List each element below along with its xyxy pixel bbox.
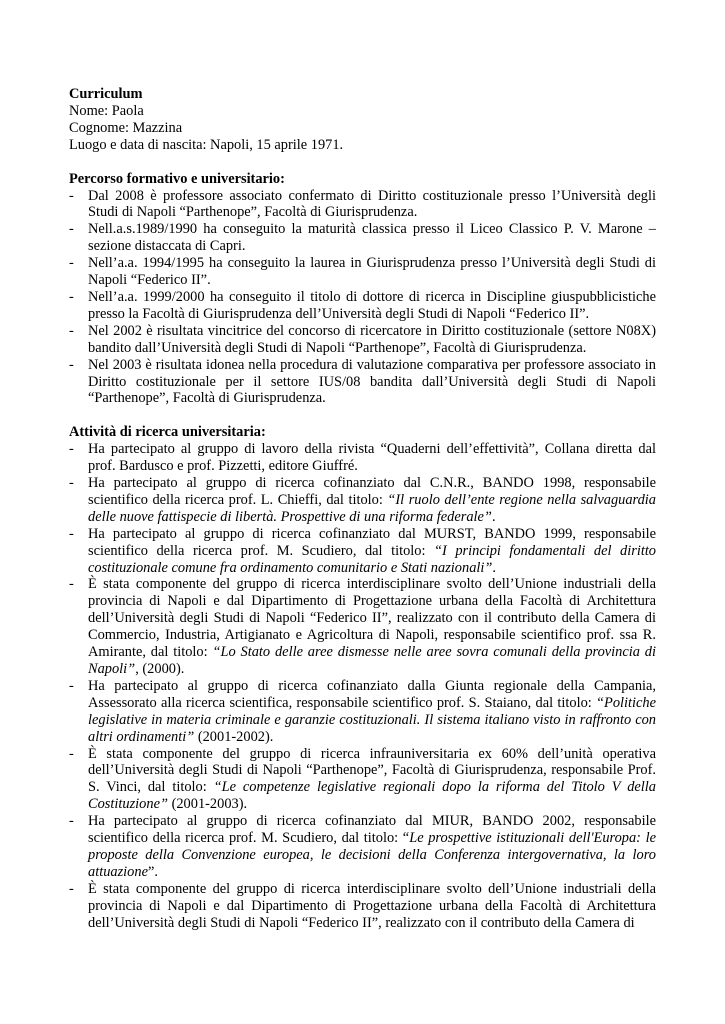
list-item-text: Nel 2003 è risultata idonea nella procedura di valutazione comparativa per professore associato in Diritto costituzionale per il settore IUS/08 bandita dall’Università degli Studi di Napoli “Parthenope”, Facoltà di Giurisprudenza. <box>88 356 656 407</box>
research-heading: Attività di ricerca universitaria: <box>69 424 266 441</box>
list-item-text: Nell’a.a. 1994/1995 ha conseguito la laurea in Giurisprudenza presso l’Università degli Studi di Napoli “Federico II”. <box>88 255 656 289</box>
bullet-dash: - <box>69 475 74 492</box>
item-text: Ha partecipato al gruppo di ricerca cofinanziato dal MURST, BANDO 1999, responsabile scientifico della ricerca prof. M. Scudiero, dal titolo: <box>88 525 656 559</box>
document-title: Curriculum <box>69 86 143 102</box>
item-suffix: , (2000). <box>135 661 185 677</box>
bullet-dash: - <box>69 880 74 897</box>
item-text: È stata componente del gruppo di ricerca interdisciplinare svolto dell’Unione industriali della provincia di Napoli e dal Dipartimento di Progettazione urbana della Facoltà di Architettura dell’Università degli Studi di Napoli “Federico II”, realizzato con il contributo della Camera di Commercio, Industria, Artigianato e Agricoltura di Napoli, responsabile scientifico prof. ssa R. Amirante, dal titolo: <box>88 576 656 661</box>
list-item-text: Nell’a.a. 1999/2000 ha conseguito il titolo di dottore di ricerca in Discipline giuspubblicistiche presso la Facoltà di Giurisprudenza dell’Università degli Studi di Napoli “Federico II”. <box>88 288 656 322</box>
list-item-text <box>88 746 656 814</box>
list-item <box>69 678 656 746</box>
bullet-dash: - <box>69 813 74 830</box>
bullet-dash: - <box>69 441 74 458</box>
item-title: “Politiche legislative in materia criminale e garanzie costituzionali. Il sistema italiano visto in raffronto con altri ordinamenti” <box>88 694 656 745</box>
item-title: Le prospettive istituzionali dell'Europa: le proposte della Convenzione europea, le decisioni della Conferenza intergovernativa, la loro attuazione <box>88 830 656 880</box>
item-title: “I principi fondamentali del diritto costituzionale comune fra ordinamento comunitario e Stati nazionali” <box>88 542 657 576</box>
list-item-text <box>88 678 656 746</box>
surname-field: Cognome: Mazzina <box>69 119 183 136</box>
list-item-text <box>88 526 656 577</box>
item-title: “Le competenze legislative regionali dopo la riforma del Titolo V della Costituzione” <box>88 779 656 813</box>
item-suffix: (2001-2002). <box>194 728 274 745</box>
item-text: Ha partecipato al gruppo di ricerca cofinanziato dal C.N.R., BANDO 1998, responsabile scientifico della ricerca prof. L. Chieffi, dal titolo: <box>88 475 656 508</box>
education-list <box>69 188 656 408</box>
list-item-text <box>88 441 656 475</box>
list-item <box>69 441 656 475</box>
document-page <box>69 86 656 932</box>
bullet-dash: - <box>69 525 74 542</box>
list-item <box>69 188 656 222</box>
item-title: “Il ruolo dell’ente regione nella salvaguardia delle nuove fattispecie di libertà. Prospettive di una riforma federale” <box>88 491 657 525</box>
list-item <box>69 576 656 677</box>
bullet-dash: - <box>69 288 74 305</box>
section-spacer <box>69 154 656 171</box>
list-item-text: Nel 2002 è risultata vincitrice del concorso di ricercatore in Diritto costituzionale (settore N08X) bandito dall’Università degli Studi di Napoli “Parthenope”, Facoltà di Giurisprudenza. <box>88 322 656 356</box>
list-item-text <box>88 576 656 677</box>
item-text: Ha partecipato al gruppo di ricerca cofinanziato dalla Giunta regionale della Campania, Assessorato alla ricerca scientifica, responsabile scientifico prof. S. Staiano, dal titolo: <box>88 677 656 711</box>
list-item <box>69 526 656 577</box>
bullet-dash: - <box>69 322 74 339</box>
list-item <box>69 255 656 289</box>
list-item-text: Dal 2008 è professore associato confermato di Diritto costituzionale presso l’Università degli Studi di Napoli “Parthenope”, Facoltà di Giurisprudenza. <box>88 187 656 221</box>
item-text: È stata componente del gruppo di ricerca infrauniversitaria ex 60% dell’unità operativa dell’Università degli Studi di Napoli “Parthenope”, Facoltà di Giurisprudenza, responsabile Prof. S. Vinci, dal titolo: <box>88 745 656 796</box>
list-item <box>69 221 656 255</box>
bullet-dash: - <box>69 576 74 593</box>
item-text: Ha partecipato al gruppo di lavoro della rivista “Quaderni dell’effettività”, Collana diretta dal prof. Bardusco e prof. Pizzetti, editore Giuffré. <box>88 441 656 475</box>
item-title: “Lo Stato delle aree dismesse nelle aree sovra comunali della provincia di Napoli” <box>88 644 656 677</box>
list-item-text <box>88 881 656 932</box>
list-item <box>69 323 656 357</box>
list-item <box>69 289 656 323</box>
bullet-dash: - <box>69 255 74 272</box>
bullet-dash: - <box>69 677 74 694</box>
item-text: Ha partecipato al gruppo di ricerca cofinanziato dal MIUR, BANDO 2002, responsabile scientifico della ricerca prof. M. Scudiero, dal titolo: “ <box>88 813 656 847</box>
bullet-dash: - <box>69 221 74 238</box>
list-item <box>69 746 656 814</box>
list-item <box>69 881 656 932</box>
list-item <box>69 357 656 408</box>
item-suffix: . <box>492 559 496 576</box>
list-item-text <box>88 813 656 881</box>
section-spacer <box>69 407 656 424</box>
item-suffix: ”. <box>147 863 158 880</box>
name-field: Nome: Paola <box>69 102 144 119</box>
item-suffix: . <box>491 508 496 525</box>
item-text: È stata componente del gruppo di ricerca interdisciplinare svolto dell’Unione industriali della provincia di Napoli e dal Dipartimento di Progettazione urbana della Facoltà di Architettura dell’Università degli Studi di Napoli “Federico II”, realizzato con il contributo della Camera di <box>88 880 656 931</box>
list-item <box>69 813 656 881</box>
research-list <box>69 441 656 931</box>
education-heading: Percorso formativo e universitario: <box>69 170 285 187</box>
list-item <box>69 475 656 526</box>
bullet-dash: - <box>69 745 74 762</box>
bullet-dash: - <box>69 187 74 204</box>
birth-field: Luogo e data di nascita: Napoli, 15 aprile 1971. <box>69 136 344 153</box>
list-item-text: Nell.a.s.1989/1990 ha conseguito la maturità classica presso il Liceo Classico P. V. Marone – sezione distaccata di Capri. <box>88 221 656 255</box>
list-item-text <box>88 475 656 526</box>
item-suffix: (2001-2003). <box>167 796 248 813</box>
bullet-dash: - <box>69 356 74 373</box>
